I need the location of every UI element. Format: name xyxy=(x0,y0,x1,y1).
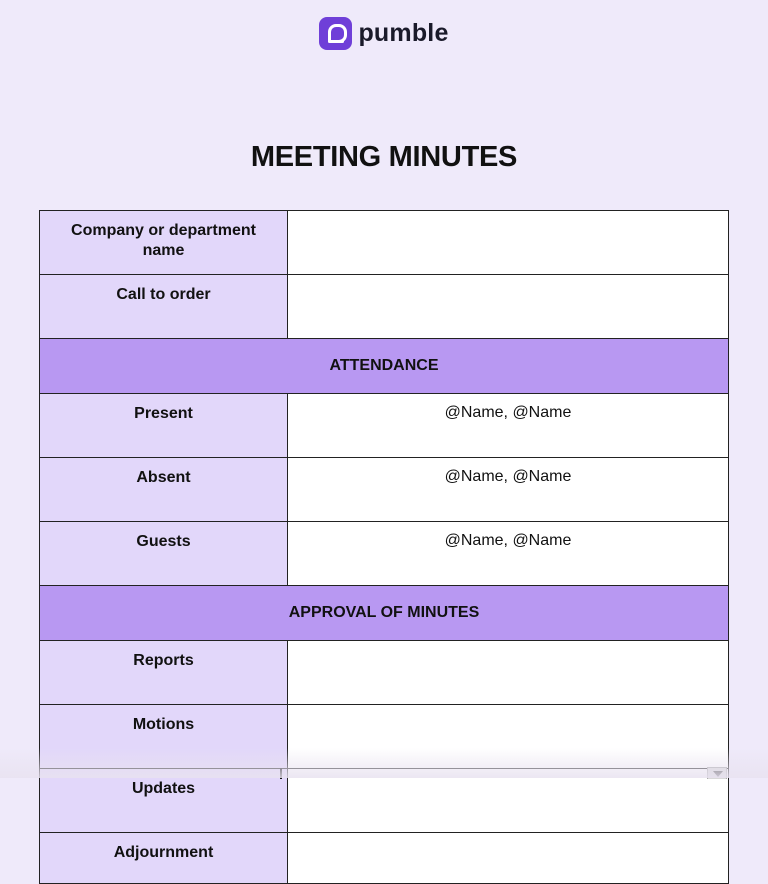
row-label-updates: Updates xyxy=(40,769,288,833)
call-to-order-field[interactable] xyxy=(288,275,729,339)
guests-field[interactable]: @Name, @Name xyxy=(288,522,729,586)
section-header-attendance xyxy=(40,339,729,394)
row-label-absent: Absent xyxy=(40,458,288,522)
row-label-company: Company or department name xyxy=(40,211,288,275)
present-field[interactable]: @Name, @Name xyxy=(288,394,729,458)
row-label-guests: Guests xyxy=(40,522,288,586)
row-label-motions: Motions xyxy=(40,705,288,769)
row-label-adjournment: Adjournment xyxy=(40,833,288,884)
section-header-approval xyxy=(40,586,729,641)
table-row xyxy=(40,211,729,275)
brand-name: pumble xyxy=(358,18,449,47)
meeting-minutes-table xyxy=(39,210,729,884)
attendance-heading: ATTENDANCE xyxy=(40,339,729,394)
table-row xyxy=(40,641,729,705)
adjournment-field[interactable] xyxy=(288,833,729,884)
row-label-present: Present xyxy=(40,394,288,458)
pumble-chat-bubble-icon xyxy=(319,17,352,50)
updates-field[interactable] xyxy=(288,769,729,833)
row-label-call-to-order: Call to order xyxy=(40,275,288,339)
document-title: MEETING MINUTES xyxy=(250,141,518,173)
table-row xyxy=(40,275,729,339)
table-row xyxy=(40,705,729,769)
motions-field[interactable] xyxy=(288,705,729,769)
dropdown-arrow-icon[interactable] xyxy=(707,767,727,779)
pumble-logo xyxy=(0,16,768,50)
text-cursor xyxy=(280,768,282,779)
table-row xyxy=(40,769,729,833)
row-label-reports: Reports xyxy=(40,641,288,705)
table-row xyxy=(40,522,729,586)
table-row xyxy=(40,458,729,522)
reports-field[interactable] xyxy=(288,641,729,705)
table-row xyxy=(40,394,729,458)
table-row xyxy=(40,833,729,884)
company-name-field[interactable] xyxy=(288,211,729,275)
approval-heading: APPROVAL OF MINUTES xyxy=(40,586,729,641)
absent-field[interactable]: @Name, @Name xyxy=(288,458,729,522)
